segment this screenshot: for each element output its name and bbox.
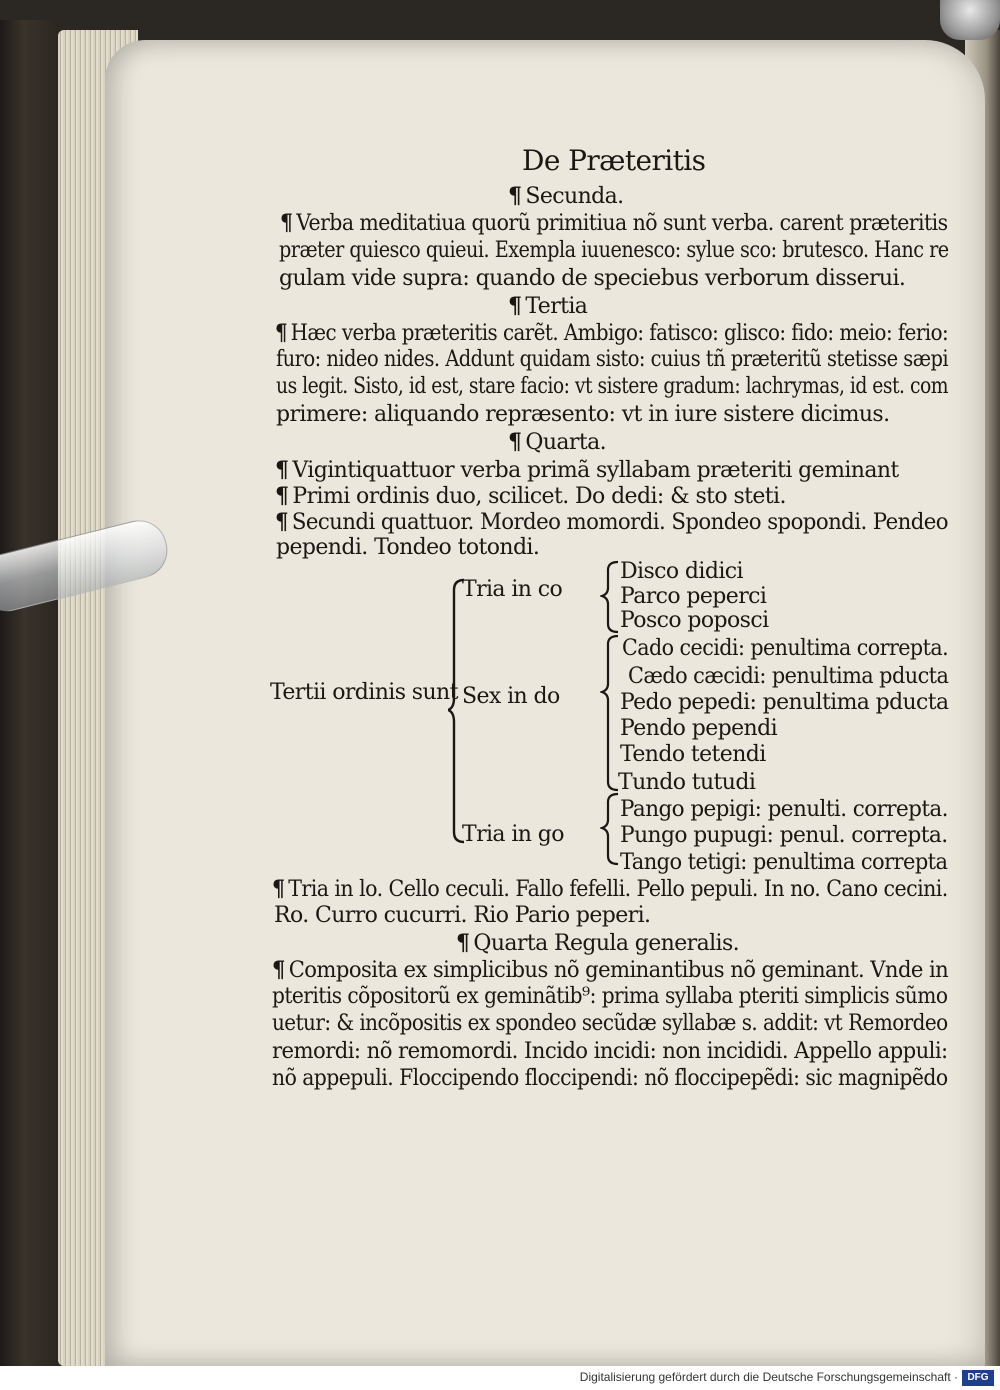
table-item: Tundo tutudi <box>618 770 756 795</box>
table-item: Cado cecidi: penultima correpta. <box>622 636 949 661</box>
footer-bar <box>0 1366 1000 1390</box>
footer-credit: Digitalisierung gefördert durch die Deutsche Forschungsgemeinschaft · <box>579 1370 958 1384</box>
heading-tertia <box>508 293 587 320</box>
pilcrow-icon: ¶ <box>508 183 522 209</box>
group-label-co: Tria in co <box>462 577 563 602</box>
pilcrow-icon: ¶ <box>508 293 522 319</box>
table-item: Parco peperci <box>620 584 767 609</box>
table-item: Pungo pupugi: penul. correpta. <box>620 823 948 848</box>
table-item: Pedo pepedi: penultima pducta <box>620 690 949 715</box>
quarta-line-3-text: Secundi quattuor. Mordeo momordi. Spondeo spopondi. Pendeo <box>291 510 949 535</box>
regula-line-5: nõ appepuli. Floccipendo floccipendi: nõ floccipepẽdi: sic magnipẽdo <box>272 1066 948 1091</box>
table-item: Pango pepigi: penulti. correpta. <box>620 797 948 822</box>
secunda-line-2: præter quiesco quieui. Exempla iuuenesco: sylue sco: brutesco. Hanc re <box>279 238 949 263</box>
secunda-line-3: gulam vide supra: quando de speciebus verborum disserui. <box>279 266 906 291</box>
group-label-do: Sex in do <box>462 684 560 709</box>
heading-quarta <box>508 429 606 456</box>
heading-tertia-text: Tertia <box>525 294 588 319</box>
running-head: De Præteritis <box>522 144 706 177</box>
pilcrow-icon: ¶ <box>272 876 285 902</box>
secunda-line-1-text: Verba meditatiua quorũ primitiua nõ sunt verba. carent præteritis <box>296 211 948 236</box>
after-table-line-1-text: Tria in lo. Cello ceculi. Fallo fefelli. Pello pepuli. In no. Cano cecini. <box>288 877 948 902</box>
page-clip <box>940 0 1000 40</box>
after-table-line-1 <box>272 876 948 903</box>
tertia-line-3: us legit. Sisto, id est, stare facio: vt sistere gradum: lachrymas, id est. com <box>276 374 949 399</box>
heading-regula-text: Quarta Regula generalis. <box>473 931 740 956</box>
book-cover <box>0 20 60 1366</box>
tertia-line-2: furo: nideo nides. Addunt quidam sisto: cuius tñ præteritũ stetisse sæpi <box>276 347 949 372</box>
heading-secunda-text: Secunda. <box>525 184 624 209</box>
tertia-line-1-text: Hæc verba præteritis carẽt. Ambigo: fatisco: glisco: fido: meio: ferio: <box>290 321 949 346</box>
group-label-go: Tria in go <box>462 822 564 847</box>
tertia-line-4: primere: aliquando repræsento: vt in iure sistere dicimus. <box>276 402 890 427</box>
quarta-line-1-text: Vigintiquattuor verba primã syllabam præteriti geminant <box>292 458 899 483</box>
pilcrow-icon: ¶ <box>456 930 470 956</box>
table-item: Cædo cæcidi: penultima pducta <box>628 664 949 689</box>
dfg-logo: DFG <box>962 1370 994 1386</box>
pilcrow-icon: ¶ <box>275 483 289 509</box>
regula-line-3: uetur: & incõpositis ex spondeo secũdæ syllabæ s. addit: vt Remordeo <box>272 1011 948 1036</box>
pilcrow-icon: ¶ <box>272 957 285 983</box>
regula-line-1-text: Composita ex simplicibus nõ geminantibus nõ geminant. Vnde in <box>288 958 949 983</box>
quarta-line-3 <box>275 509 948 536</box>
table-item: Tendo tetendi <box>620 742 766 767</box>
quarta-line-1 <box>275 457 899 484</box>
quarta-line-4: pependi. Tondeo totondi. <box>276 535 540 560</box>
pilcrow-icon: ¶ <box>275 320 288 346</box>
quarta-line-2-text: Primi ordinis duo, scilicet. Do dedi: & sto steti. <box>292 484 786 509</box>
table-item: Tango tetigi: penultima correpta <box>620 850 948 875</box>
heading-quarta-text: Quarta. <box>525 430 606 455</box>
regula-line-1 <box>272 957 948 984</box>
sub-braces <box>600 558 622 870</box>
pilcrow-icon: ¶ <box>275 509 288 535</box>
main-brace <box>448 576 468 846</box>
table-root-label: Tertii ordinis sunt <box>270 680 458 705</box>
table-item: Posco poposci <box>620 608 769 633</box>
table-item: Disco didici <box>620 559 743 584</box>
regula-line-2: pteritis cõpositorũ ex geminãtib⁹: prima syllaba pteriti simplicis sũmo <box>272 984 948 1009</box>
pilcrow-icon: ¶ <box>275 457 289 483</box>
quarta-line-2 <box>275 483 786 510</box>
table-item: Pendo pependi <box>620 716 778 741</box>
secunda-line-1 <box>280 210 948 237</box>
heading-regula <box>456 930 739 957</box>
tertia-line-1 <box>275 320 948 347</box>
regula-line-4: remordi: nõ remomordi. Incido incidi: non incididi. Appello appuli: <box>272 1039 948 1064</box>
pilcrow-icon: ¶ <box>508 429 522 455</box>
heading-secunda <box>508 183 624 210</box>
after-table-line-2: Ro. Curro cucurri. Rio Pario peperi. <box>274 903 651 928</box>
pilcrow-icon: ¶ <box>280 210 293 236</box>
